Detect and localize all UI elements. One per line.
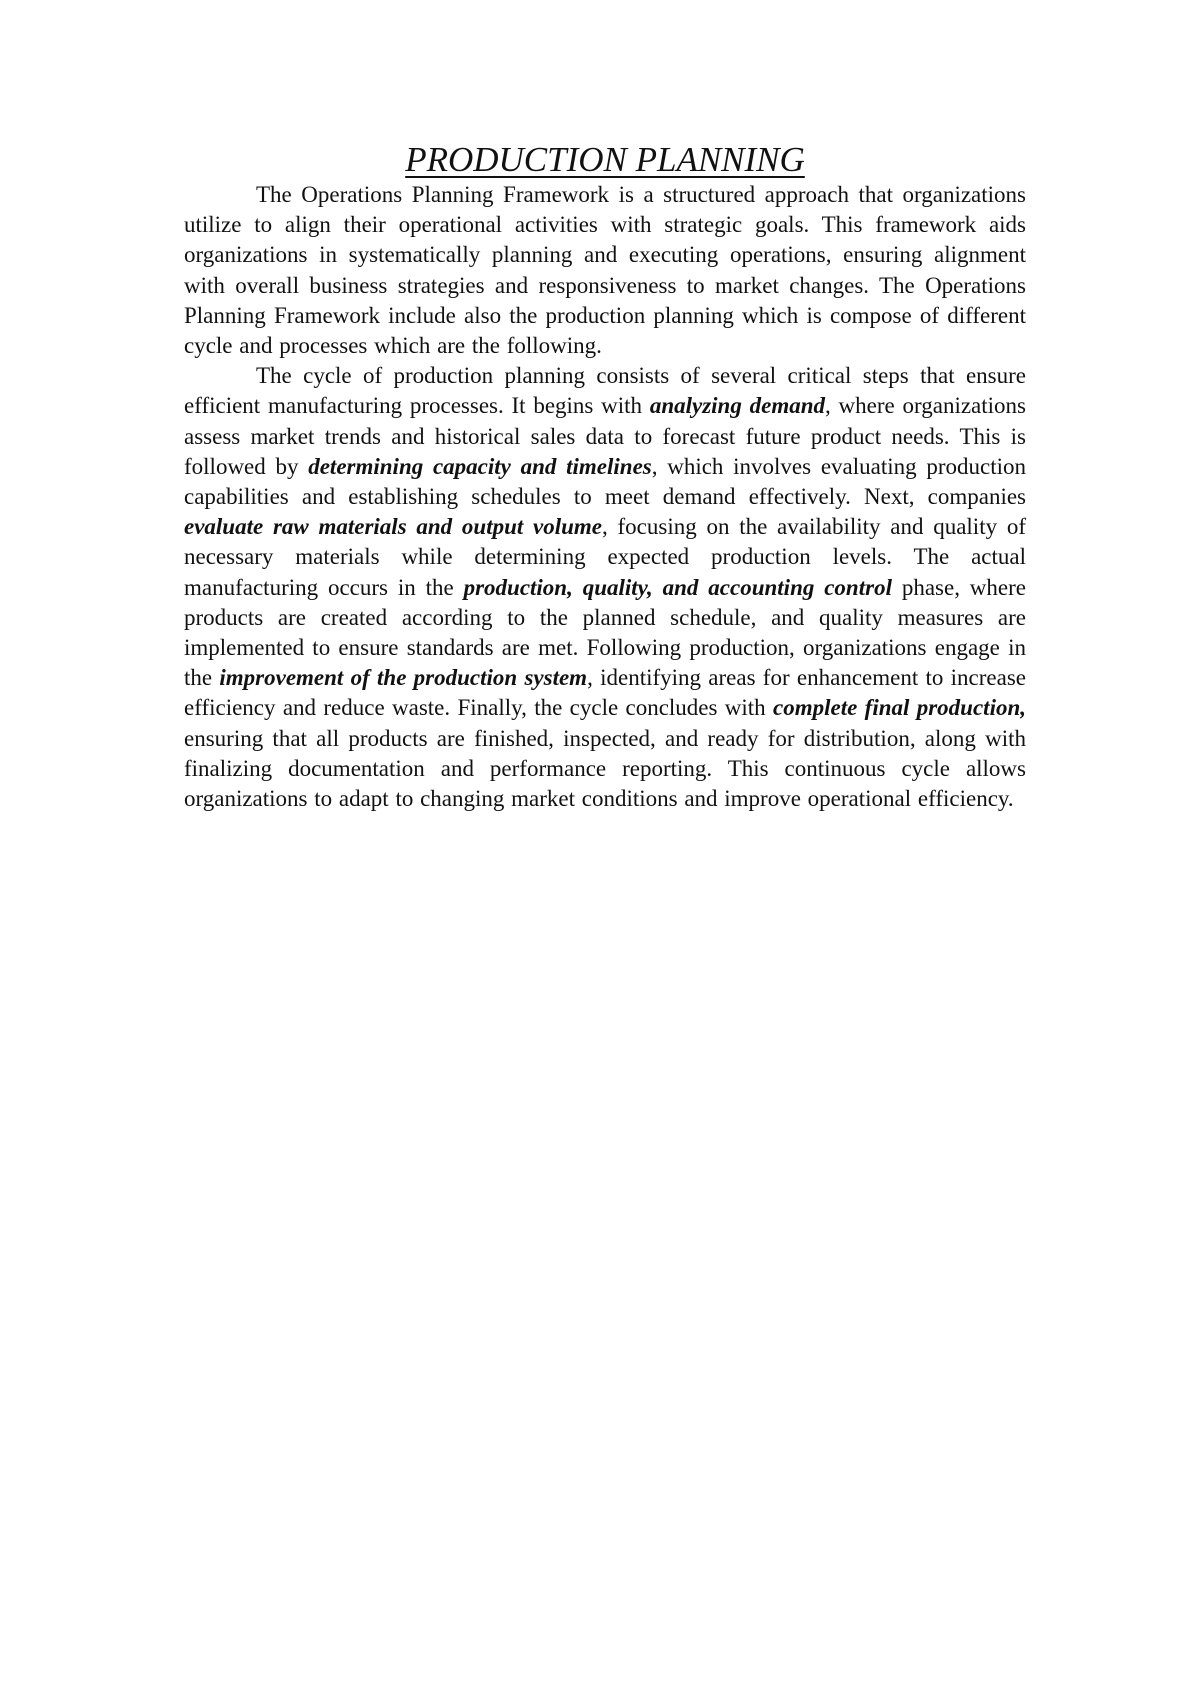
document-title: PRODUCTION PLANNING [405, 140, 805, 179]
emphasis-production-quality-control: production, quality, and accounting control [463, 574, 892, 600]
document-body [184, 140, 1026, 814]
emphasis-complete-final-production: complete final production, [773, 695, 1026, 721]
paragraph-text: ensuring that all products are finished, inspected, and ready for distribution, along with finalizing documentation and performance reporting. This continuous cycle allows organizations to adapt to changing market conditions and improve operational efficiency. [184, 725, 1026, 812]
paragraph-text: , identifying areas for enhancement to increase efficiency and reduce waste. Finally, the cycle concludes with [184, 665, 1026, 721]
emphasis-improvement-system: improvement of the production system [219, 665, 588, 691]
emphasis-evaluate-raw-materials: evaluate raw materials and output volume [184, 514, 603, 540]
paragraph-text: The cycle of production planning consists of several critical steps that ensure efficient manufacturing processes. It begins with [184, 363, 1026, 419]
paragraph-text: , where organizations assess market trends and historical sales data to forecast future product needs. This is followed by [184, 393, 1026, 479]
paragraph-text: , focusing on the availability and quality of necessary materials while determining expected production levels. The actual manufacturing occurs in the [184, 514, 1026, 600]
production-cycle-paragraph [184, 361, 1026, 814]
intro-paragraph: The Operations Planning Framework is a structured approach that organizations utilize to align their operational activities with strategic goals. This framework aids organizations in systematically planning and executing operations, ensuring alignment with overall business strategies and responsiveness to market changes. The Operations Planning Framework include also the production planning which is compose of different cycle and processes which are the following. [184, 182, 1026, 359]
emphasis-analyzing-demand: analyzing demand [649, 393, 826, 419]
paragraph-text: , which involves evaluating production capabilities and establishing schedules to meet demand effectively. Next, companies [184, 453, 1026, 510]
emphasis-determining-capacity: determining capacity and timelines [308, 453, 652, 479]
paragraph-text: phase, where products are created according to the planned schedule, and quality measures are implemented to ensure standards are met. Following production, organizations engage in the [184, 574, 1026, 691]
